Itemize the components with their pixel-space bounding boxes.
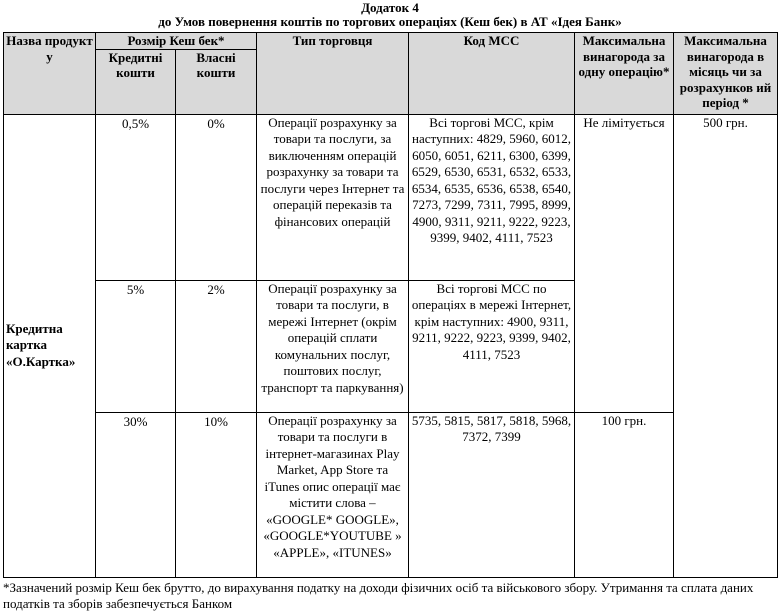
own-percent: 2% [176,280,257,412]
credit-percent: 30% [96,412,176,577]
col-trade-type-header: Тип торговця [257,33,409,115]
max-per-op-value: Не лімітується [575,114,674,412]
table-row [4,412,778,577]
header-row-1 [4,33,778,50]
col-max-per-month-header: Максимальна винагорода в місяць чи за розрахунков ий період * [674,33,778,115]
col-max-per-op-header: Максимальна винагорода за одну операцію* [575,33,674,115]
col-cashback-size-header: Розмір Кеш бек* [96,33,257,50]
mcc-codes: Всі торгові МСС, крім наступних: 4829, 5960, 6012, 6050, 6051, 6211, 6300, 6399, 6529, 6530, 6531, 6532, 6533, 6534, 6535, 6536, 6538, 6540, 7273, 7299, 7311, 7995, 8999, 4900, 9311, 9211, 9222, 9223, 9399, 9402, 4111, 7523 [409,114,575,280]
col-mcc-header: Код МСС [409,33,575,115]
product-name: Кредитна картка «О.Картка» [4,114,96,577]
trade-type: Операції розрахунку за товари та послуги, за виключенням операцій розрахунку за товари та послуги через Інтернет та операцій переказів та фінансових операцій [257,114,409,280]
mcc-codes: 5735, 5815, 5817, 5818, 5968, 7372, 7399 [409,412,575,577]
credit-percent: 5% [96,280,176,412]
own-percent: 0% [176,114,257,280]
table-row [4,114,778,280]
mcc-codes: Всі торгові МСС по операціях в мережі Інтернет, крім наступних: 4900, 9311, 9211, 9222, 9223, 9399, 9402, 4111, 7523 [409,280,575,412]
trade-type: Операції розрахунку за товари та послуги в інтернет-магазинах Play Market, App Store та iTunes опис операції має містити слова – «GOOGLE* GOOGLE», «GOOGLE*YOUTUBE » «APPLE», «ITUNES» [257,412,409,577]
cashback-table [3,32,778,578]
max-per-month-value: 500 грн. [674,114,778,577]
appendix-title: до Умов повернення коштів по торгових операціях (Кеш бек) в АТ «Ідея Банк» [158,14,622,29]
col-credit-funds-header: Кредитні кошти [96,49,176,114]
credit-percent: 0,5% [96,114,176,280]
trade-type: Операції розрахунку за товари та послуги, в мережі Інтернет (окрім операцій сплати комунальних послуг, поштових послуг, транспорт та паркування) [257,280,409,412]
own-percent: 10% [176,412,257,577]
col-own-funds-header: Власні кошти [176,49,257,114]
appendix-number: Додаток 4 [361,0,419,15]
max-per-op-value: 100 грн. [575,412,674,577]
col-product-header: Назва продукт у [4,33,96,115]
footnote: *Зазначений розмір Кеш бек брутто, до вирахування податку на доходи фізичних осіб та військового збору. Утримання та сплата даних податків та зборів забезпечується Банком [3,580,754,611]
